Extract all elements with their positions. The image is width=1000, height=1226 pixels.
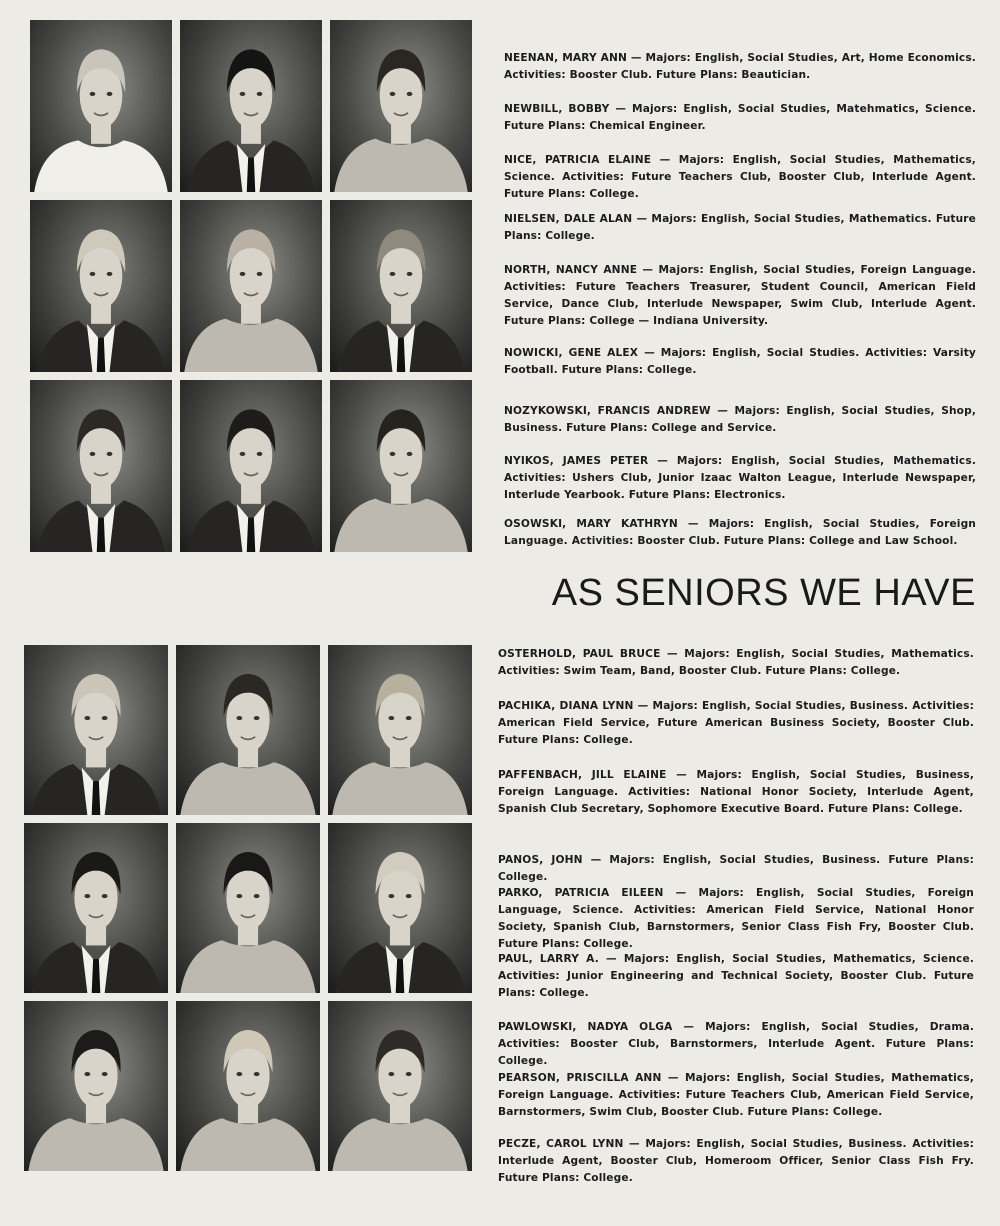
- senior-entry: [498, 951, 974, 1002]
- senior-entry-text: PARKO, PATRICIA EILEEN — Majors: English, Social Studies, Foreign Language, Science. Activities: American Field Service, National Honor Society, Spanish Club, Barnstormers, Senior Class Fish Fry, Booster Club. Future Plans: College.: [498, 887, 974, 950]
- senior-entry: [498, 698, 974, 749]
- senior-entry-text: PECZE, CAROL LYNN — Majors: English, Social Studies, Business. Activities: Interlude Agent, Booster Club, Homeroom Officer, Senior Class Fish Fry. Future Plans: College.: [498, 1138, 974, 1184]
- senior-entry-text: NEWBILL, BOBBY — Majors: English, Social Studies, Matehmatics, Science. Future Plans: Chemical Engineer.: [504, 103, 976, 132]
- senior-entry-text: OSTERHOLD, PAUL BRUCE — Majors: English, Social Studies, Mathematics. Activities: Swim Team, Band, Booster Club. Future Plans: College.: [498, 648, 974, 677]
- senior-entry-text: NEENAN, MARY ANN — Majors: English, Social Studies, Art, Home Economics. Activities: Booster Club. Future Plans: Beautician.: [504, 52, 976, 81]
- page-headline: AS SENIORS WE HAVE: [551, 572, 976, 614]
- senior-entry: [498, 646, 974, 680]
- portrait-nyikos: [180, 380, 322, 552]
- senior-entry: [498, 1019, 974, 1070]
- senior-entry-text: OSOWSKI, MARY KATHRYN — Majors: English, Social Studies, Foreign Language. Activities: Booster Club. Future Plans: College and Law School.: [504, 518, 976, 547]
- portrait-osowski: [330, 380, 472, 552]
- senior-entry-text: NICE, PATRICIA ELAINE — Majors: English, Social Studies, Mathematics, Science. Activities: Future Teachers Club, Booster Club, Interlude Agent. Future Plans: College.: [504, 154, 976, 200]
- senior-entry-text: NIELSEN, DALE ALAN — Majors: English, Social Studies, Mathematics. Future Plans: College.: [504, 213, 976, 242]
- senior-entry: [504, 345, 976, 379]
- portrait-pearson: [176, 1001, 320, 1171]
- senior-entry-text: PEARSON, PRISCILLA ANN — Majors: English, Social Studies, Mathematics, Foreign Language. Activities: Future Teachers Club, American Field Service, Barnstormers, Swim Club, Booster Club. Future Plans: College.: [498, 1072, 974, 1118]
- portrait-paffenbach: [328, 645, 472, 815]
- senior-entry: [504, 403, 976, 437]
- senior-entry-text: PANOS, JOHN — Majors: English, Social Studies, Business. Future Plans: College.: [498, 854, 974, 883]
- senior-entry: [504, 262, 976, 330]
- senior-entry-text: PAFFENBACH, JILL ELAINE — Majors: English, Social Studies, Business, Foreign Language. Activities: National Honor Society, Interlude Agent, Spanish Club Secretary, Sophomore Executive Board. Future Plans: College.: [498, 769, 974, 815]
- portrait-nowicki: [330, 200, 472, 372]
- senior-entry: [504, 152, 976, 203]
- senior-entry: [504, 516, 976, 550]
- portrait-pawlowski: [24, 1001, 168, 1171]
- portrait-pecze: [328, 1001, 472, 1171]
- senior-entry-text: NOZYKOWSKI, FRANCIS ANDREW — Majors: English, Social Studies, Shop, Business. Future Plans: College and Service.: [504, 405, 976, 434]
- portrait-neenan: [30, 20, 172, 192]
- senior-entry-text: NOWICKI, GENE ALEX — Majors: English, Social Studies. Activities: Varsity Football. Future Plans: College.: [504, 347, 976, 376]
- senior-entry: [498, 767, 974, 818]
- portrait-osterhold: [24, 645, 168, 815]
- senior-entry: [498, 885, 974, 953]
- senior-entry: [498, 1070, 974, 1121]
- portrait-nozykowski: [30, 380, 172, 552]
- senior-entry-text: NYIKOS, JAMES PETER — Majors: English, Social Studies, Mathematics. Activities: Ushers Club, Junior Izaac Walton League, Interlude Newspaper, Interlude Yearbook. Future Plans: Electronics.: [504, 455, 976, 501]
- senior-entry: [504, 211, 976, 245]
- portrait-nice: [330, 20, 472, 192]
- senior-entry-text: PAWLOWSKI, NADYA OLGA — Majors: English, Social Studies, Drama. Activities: Booster Club, Barnstormers, Interlude Agent. Future Plans: College.: [498, 1021, 974, 1067]
- portrait-parko: [176, 823, 320, 993]
- portrait-nielsen: [30, 200, 172, 372]
- portrait-pachika: [176, 645, 320, 815]
- senior-entry-text: PAUL, LARRY A. — Majors: English, Social Studies, Mathematics, Science. Activities: Junior Engineering and Technical Society, Booster Club. Future Plans: College.: [498, 953, 974, 999]
- portrait-newbill: [180, 20, 322, 192]
- portrait-grid-bottom: [24, 645, 472, 1171]
- portrait-north: [180, 200, 322, 372]
- portrait-panos: [24, 823, 168, 993]
- senior-entry: [498, 1136, 974, 1187]
- portrait-grid-top: [30, 20, 472, 552]
- senior-entry-text: PACHIKA, DIANA LYNN — Majors: English, Social Studies, Business. Activities: American Field Service, Future American Business Society, Booster Club. Future Plans: College.: [498, 700, 974, 746]
- senior-entry: [498, 852, 974, 886]
- senior-entry: [504, 50, 976, 84]
- senior-entry: [504, 453, 976, 504]
- portrait-paul: [328, 823, 472, 993]
- senior-entry: [504, 101, 976, 135]
- senior-entry-text: NORTH, NANCY ANNE — Majors: English, Social Studies, Foreign Language. Activities: Future Teachers Treasurer, Student Council, American Field Service, Dance Club, Interlude Newspaper, Swim Club, Interlude Agent. Future Plans: College — Indiana University.: [504, 264, 976, 327]
